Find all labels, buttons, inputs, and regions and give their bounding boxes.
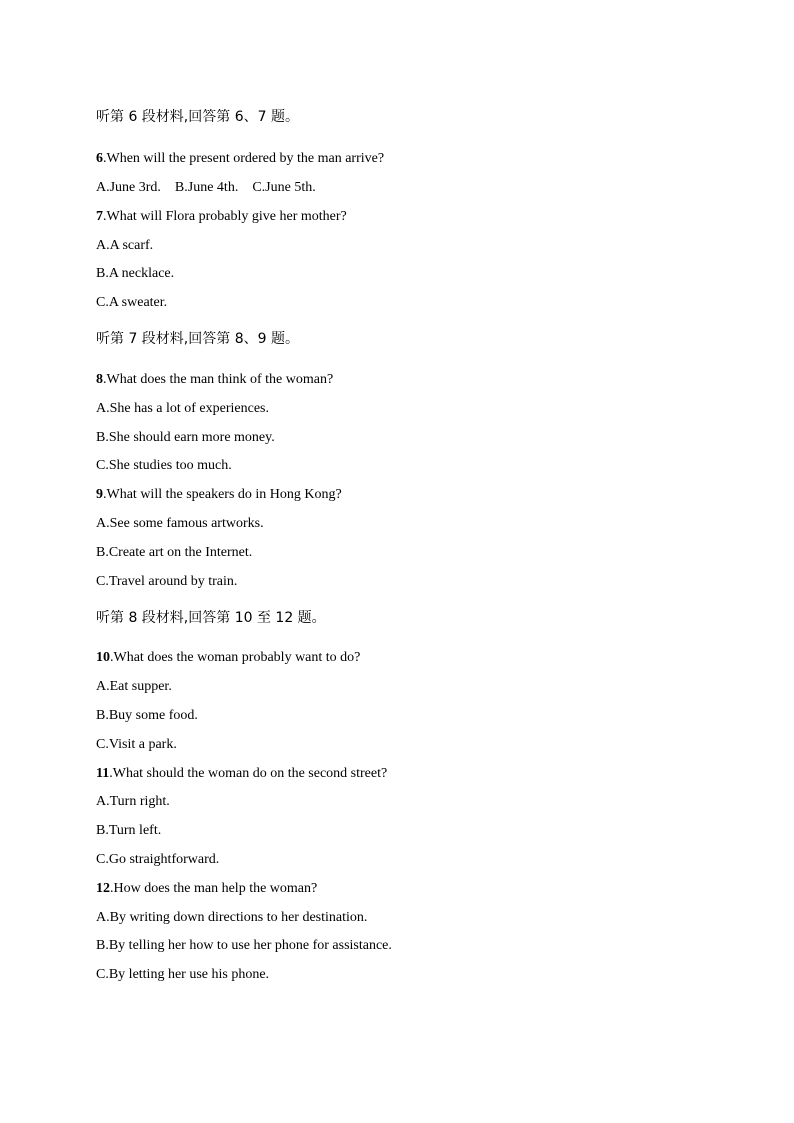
option-b: B.A necklace.	[96, 266, 175, 281]
question-text: .What will Flora probably give her mother?	[103, 209, 347, 224]
option-c: C.By letting her use his phone.	[96, 967, 270, 982]
question-text: .How does the man help the woman?	[110, 881, 318, 896]
question-number: 6	[96, 151, 103, 166]
question-text: .What does the woman probably want to do?	[110, 650, 361, 665]
option-c: C.She studies too much.	[96, 458, 232, 473]
option-c: C.A sweater.	[96, 295, 168, 310]
question-number: 11	[96, 766, 110, 781]
option-b: B.Turn left.	[96, 823, 162, 838]
question-number: 7	[96, 209, 103, 224]
section-heading-1: 听第 6 段材料,回答第 6、7 题。	[96, 109, 299, 125]
option-c: C.Visit a park.	[96, 737, 177, 752]
question-10	[96, 649, 360, 667]
section-heading-3: 听第 8 段材料,回答第 10 至 12 题。	[96, 610, 326, 626]
option-b: B.Create art on the Internet.	[96, 545, 253, 560]
question-9	[96, 486, 342, 504]
option-a: A.She has a lot of experiences.	[96, 401, 269, 416]
question-6	[96, 150, 384, 168]
question-number: 9	[96, 487, 103, 502]
question-8	[96, 371, 333, 389]
option-c: C.Travel around by train.	[96, 574, 238, 589]
question-12	[96, 880, 317, 898]
question-7	[96, 208, 347, 226]
question-11	[96, 765, 387, 783]
question-text: .What should the woman do on the second street?	[109, 766, 388, 781]
question-text: .When will the present ordered by the man arrive?	[103, 151, 385, 166]
question-text: .What does the man think of the woman?	[103, 372, 334, 387]
option-a: A.By writing down directions to her destination.	[96, 910, 368, 925]
option-c: C.Go straightforward.	[96, 852, 220, 867]
question-text: .What will the speakers do in Hong Kong?	[103, 487, 342, 502]
section-heading-2: 听第 7 段材料,回答第 8、9 题。	[96, 331, 299, 347]
option-a: A.Eat supper.	[96, 679, 172, 694]
option-b: B.She should earn more money.	[96, 430, 275, 445]
option-b: B.By telling her how to use her phone for assistance.	[96, 938, 392, 953]
option-a: A.See some famous artworks.	[96, 516, 264, 531]
option-a: A.A scarf.	[96, 238, 154, 253]
question-number: 12	[96, 881, 110, 896]
question-number: 8	[96, 372, 103, 387]
option-a: A.Turn right.	[96, 794, 170, 809]
question-number: 10	[96, 650, 110, 665]
question-6-options: A.June 3rd. B.June 4th. C.June 5th.	[96, 180, 316, 195]
option-b: B.Buy some food.	[96, 708, 198, 723]
